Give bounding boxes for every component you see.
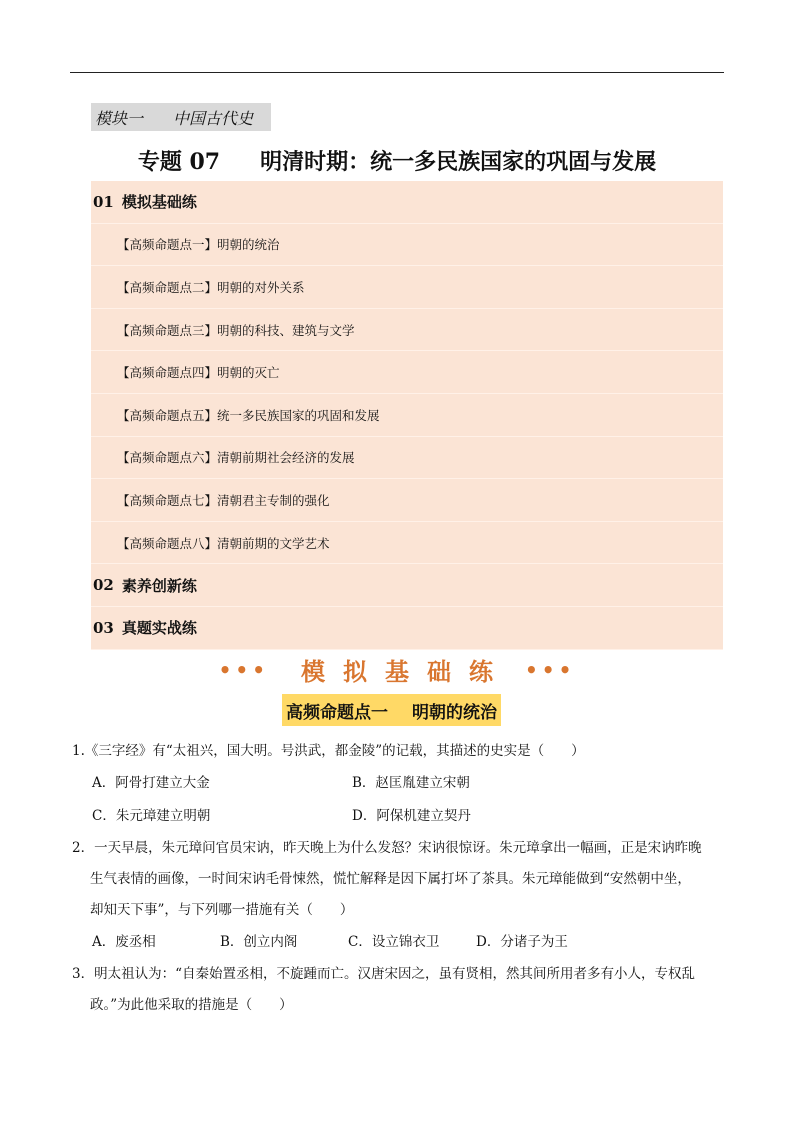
question-3-line-2: 政。”为此他采取的措施是（ ） (90, 997, 293, 1013)
topic-title: 明清时期：统一多民族国家的巩固与发展 (260, 150, 657, 175)
toc-section-1-num: 01 (93, 192, 114, 211)
toc-item-5[interactable] (91, 394, 723, 437)
header-rule (70, 72, 724, 73)
toc-item-text: 清朝君主专制的强化 (217, 492, 330, 508)
module-part1: 模块一 (95, 108, 144, 128)
toc-item-text: 明朝的科技、建筑与文学 (217, 322, 355, 338)
toc-item-1[interactable] (91, 224, 723, 267)
toc-section-2-label: 素养创新练 (121, 576, 197, 595)
option-c[interactable]: C．朱元璋建立明朝 (92, 808, 211, 824)
option-d[interactable]: D．分诸子为王 (476, 934, 568, 950)
toc-item-tag: 【高频命题点六】 (117, 450, 218, 466)
toc-item-3[interactable] (91, 309, 723, 352)
toc-section-2[interactable] (91, 564, 723, 607)
topic-number: 专题 07 (137, 149, 221, 175)
toc-section-1[interactable] (91, 181, 723, 224)
option-a[interactable]: A．废丞相 (92, 934, 156, 950)
question-3-line-1: 3．明太祖认为：“自秦始置丞相，不旋踵而亡。汉唐宋因之，虽有贤相，然其间所用者多有小人，专权乱 (72, 966, 695, 982)
option-d[interactable]: D．阿保机建立契丹 (352, 808, 471, 824)
toc-item-tag: 【高频命题点五】 (117, 407, 218, 423)
toc-item-text: 清朝前期的文学艺术 (217, 535, 330, 551)
toc-item-8[interactable] (91, 522, 723, 565)
banner-dots-right: ••• (525, 657, 576, 682)
question-1-stem: 1.《三字经》有“太祖兴，国大明。号洪武，都金陵”的记载，其描述的史实是（ ） (72, 743, 585, 759)
page-title (0, 145, 794, 176)
toc-item-tag: 【高频命题点七】 (117, 492, 218, 508)
option-a[interactable]: A．阿骨打建立大金 (92, 775, 210, 791)
toc-item-tag: 【高频命题点三】 (117, 322, 218, 338)
section-banner (0, 652, 794, 687)
toc-section-1-label: 模拟基础练 (121, 193, 197, 212)
toc-section-3-label: 真题实战练 (121, 619, 197, 638)
banner-title: 模拟基础练 (301, 658, 511, 686)
module-label (91, 103, 271, 131)
toc-item-4[interactable] (91, 351, 723, 394)
option-b[interactable]: B．赵匡胤建立宋朝 (352, 775, 470, 791)
option-c[interactable]: C．设立锦衣卫 (348, 934, 440, 950)
toc-section-3-num: 03 (93, 618, 114, 637)
question-2-line-2: 生气表情的画像，一时间宋讷毛骨悚然，慌忙解释是因下属打坏了茶具。朱元璋能做到“安然朝中坐， (90, 871, 691, 887)
toc-item-text: 明朝的灭亡 (217, 365, 280, 381)
toc-item-text: 统一多民族国家的巩固和发展 (217, 407, 380, 423)
question-2-line-3: 却知天下事”，与下列哪一措施有关（ ） (90, 902, 354, 918)
point-heading-part2: 明朝的统治 (412, 702, 497, 723)
toc-item-2[interactable] (91, 266, 723, 309)
toc-item-tag: 【高频命题点八】 (117, 535, 218, 551)
module-part2: 中国古代史 (173, 108, 254, 128)
question-1-options-row1 (72, 767, 732, 800)
table-of-contents (91, 181, 723, 650)
question-1-options-row2 (72, 800, 732, 833)
toc-item-text: 清朝前期社会经济的发展 (217, 450, 355, 466)
toc-item-tag: 【高频命题点二】 (117, 279, 218, 295)
question-list (72, 736, 732, 1021)
point-heading-part1: 高频命题点一 (286, 702, 388, 723)
toc-item-7[interactable] (91, 479, 723, 522)
banner-dots-left: ••• (218, 657, 269, 682)
toc-item-tag: 【高频命题点四】 (117, 365, 218, 381)
option-b[interactable]: B．创立内阁 (220, 934, 298, 950)
toc-section-2-num: 02 (93, 576, 114, 595)
toc-section-3[interactable] (91, 607, 723, 650)
question-2-options (72, 926, 732, 959)
toc-item-text: 明朝的统治 (217, 237, 280, 253)
toc-item-6[interactable] (91, 437, 723, 480)
point-heading (282, 694, 501, 726)
toc-item-tag: 【高频命题点一】 (117, 237, 218, 253)
question-2-line-1: 2．一天早晨，朱元璋问官员宋讷，昨天晚上为什么发怒？宋讷很惊讶。朱元璋拿出一幅画，正是宋讷昨晚 (72, 840, 702, 856)
toc-item-text: 明朝的对外关系 (217, 279, 305, 295)
